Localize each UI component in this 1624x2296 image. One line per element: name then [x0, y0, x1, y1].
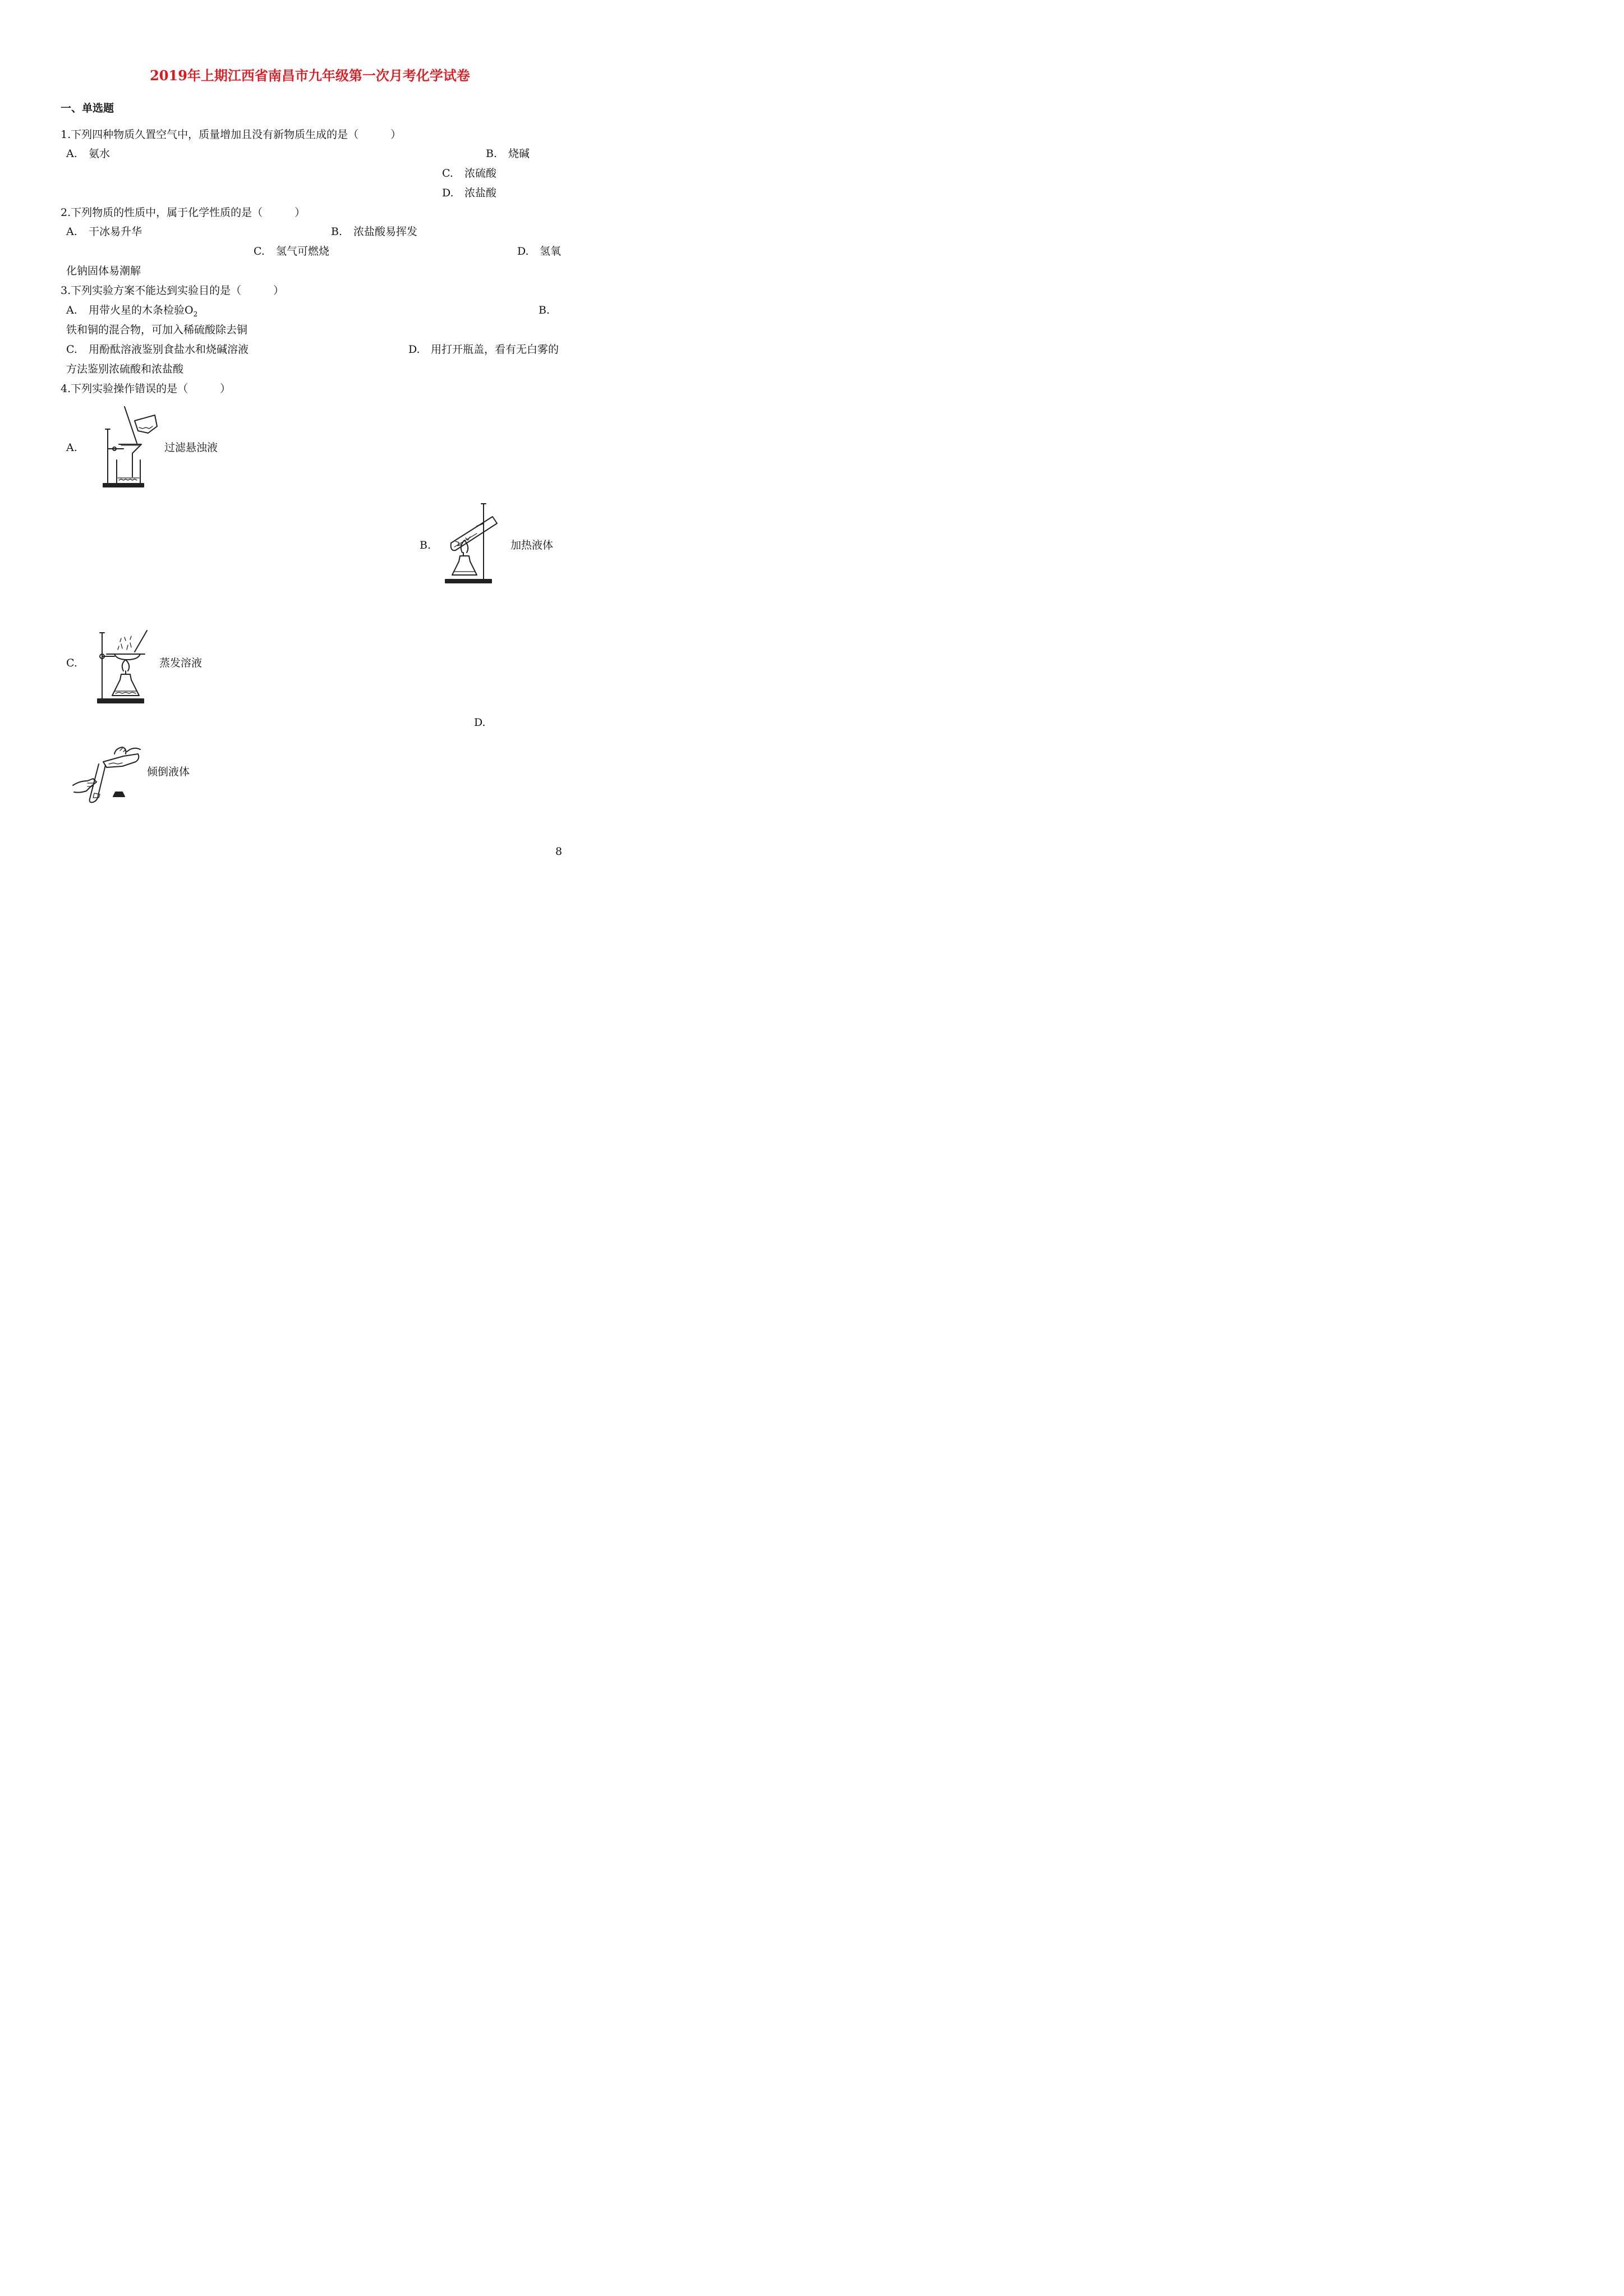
q1-option-b — [486, 147, 530, 160]
q4-option-a-label: A. — [66, 441, 77, 454]
q3-option-c — [66, 343, 249, 356]
q3-option-a — [66, 303, 197, 321]
q2-option-d-continued: 化钠固体易潮解 — [66, 265, 141, 277]
q4-option-a-text: 过滤悬浊液 — [164, 441, 218, 454]
option-text: 浓盐酸易挥发 — [353, 226, 418, 238]
subscript: 2 — [193, 310, 198, 318]
page-number: 8 — [555, 845, 563, 858]
option-label: B. — [486, 148, 498, 160]
q4-option-d-label: D. — [474, 716, 486, 729]
q3-option-d — [408, 343, 559, 356]
option-label: A. — [66, 226, 77, 238]
section-heading: 一、单选题 — [61, 102, 114, 114]
q4-option-c-label: C. — [66, 657, 77, 669]
option-text: 浓硫酸 — [464, 167, 497, 180]
option-label: C. — [254, 245, 265, 257]
q2-option-c — [254, 245, 329, 258]
page-title: 2019年上期江西省南昌市九年级第一次月考化学试卷 — [150, 67, 470, 84]
heating-liquid-apparatus-image — [443, 501, 505, 585]
q4-option-d-text: 倾倒液体 — [147, 766, 190, 778]
option-text: 用打开瓶盖，看有无白雾的 — [431, 343, 559, 356]
pouring-liquid-image — [72, 742, 145, 804]
option-label: B. — [331, 226, 343, 238]
option-text: 浓盐酸 — [464, 187, 497, 199]
option-label: C. — [66, 343, 77, 356]
option-label: A. — [66, 304, 77, 316]
q1-option-a — [66, 147, 110, 160]
option-label: D. — [442, 187, 454, 199]
question-1-stem: 1.下列四种物质久置空气中，质量增加且没有新物质生成的是（ ） — [61, 128, 402, 141]
question-3-stem: 3.下列实验方案不能达到实验目的是（ ） — [61, 284, 284, 297]
q2-option-a — [66, 225, 142, 238]
option-text: 用酚酞溶液鉴别食盐水和烧碱溶液 — [89, 343, 249, 356]
option-label: C. — [442, 167, 453, 180]
option-label: D. — [517, 245, 529, 257]
option-text: 干冰易升华 — [89, 226, 142, 238]
q1-option-d — [442, 186, 496, 200]
option-text: 烧碱 — [508, 148, 530, 160]
q2-option-b — [331, 225, 417, 238]
q3-option-d-continued: 方法鉴别浓硫酸和浓盐酸 — [66, 363, 184, 375]
q4-option-b-text: 加热液体 — [510, 539, 554, 551]
q3-option-b-continued: 铁和铜的混合物，可加入稀硫酸除去铜 — [66, 324, 248, 336]
option-text: 氢气可燃烧 — [276, 245, 330, 257]
q1-option-c — [442, 167, 496, 180]
option-text: 氨水 — [89, 148, 111, 160]
option-label: A. — [66, 148, 77, 160]
option-label: D. — [408, 343, 420, 356]
option-text: 用带火星的木条检验O — [89, 304, 194, 316]
q3-option-b-label: B. — [539, 304, 550, 316]
question-4-stem: 4.下列实验操作错误的是（ ） — [61, 383, 231, 395]
q2-option-d — [517, 245, 561, 258]
q4-option-c-text: 蒸发溶液 — [159, 657, 203, 669]
filtration-apparatus-image — [101, 404, 163, 491]
q4-option-b-label: B. — [420, 539, 431, 551]
question-2-stem: 2.下列物质的性质中，属于化学性质的是（ ） — [61, 206, 306, 219]
option-text: 氢氧 — [540, 245, 562, 257]
evaporation-apparatus-image — [90, 627, 154, 705]
